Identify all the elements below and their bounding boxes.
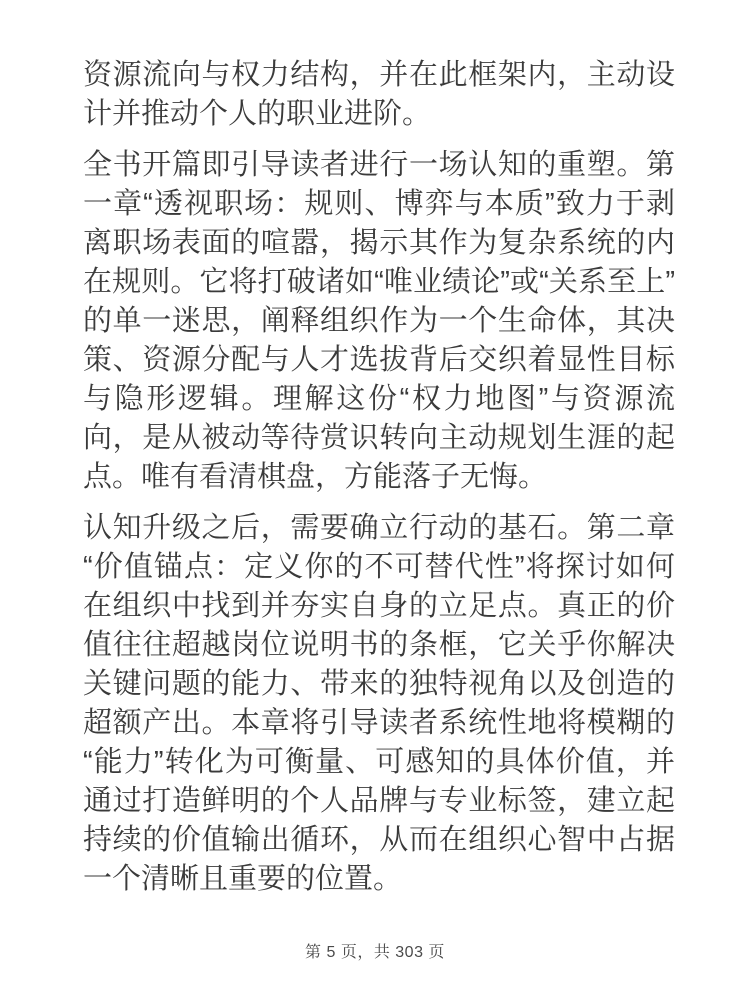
paragraph: 全书开篇即引导读者进行一场认知的重塑。第一章“透视职场：规则、博弈与本质”致力于剥离职场表面的喧嚣，揭示其作为复杂系统的内在规则。它将打破诸如“唯业绩论”或“关系至上”的单一迷思，阐释组织作为一个生命体，其决策、资源分配与人才选拔背后交织着显性目标与隐形逻辑。理解这份“权力地图”与资源流向，是从被动等待赏识转向主动规划生涯的起点。唯有看清棋盘，方能落子无悔。 bbox=[83, 149, 675, 493]
page-indicator: 第 5 页，共 303 页 bbox=[305, 944, 445, 961]
paragraph: 认知升级之后，需要确立行动的基石。第二章“价值锚点：定义你的不可替代性”将探讨如何在组织中找到并夯实自身的立足点。真正的价值往往超越岗位说明书的条框，它关乎你解决关键问题的能力、带来的独特视角以及创造的超额产出。本章将引导读者系统性地将模糊的“能力”转化为可衡量、可感知的具体价值，并通过打造鲜明的个人品牌与专业标签，建立起持续的价值输出循环，从而在组织心智中占据一个清晰且重要的位置。 bbox=[83, 512, 675, 895]
document-text-body bbox=[83, 56, 675, 899]
page-footer bbox=[0, 943, 750, 963]
paragraph: 资源流向与权力结构，并在此框架内，主动设计并推动个人的职业进阶。 bbox=[83, 59, 675, 130]
